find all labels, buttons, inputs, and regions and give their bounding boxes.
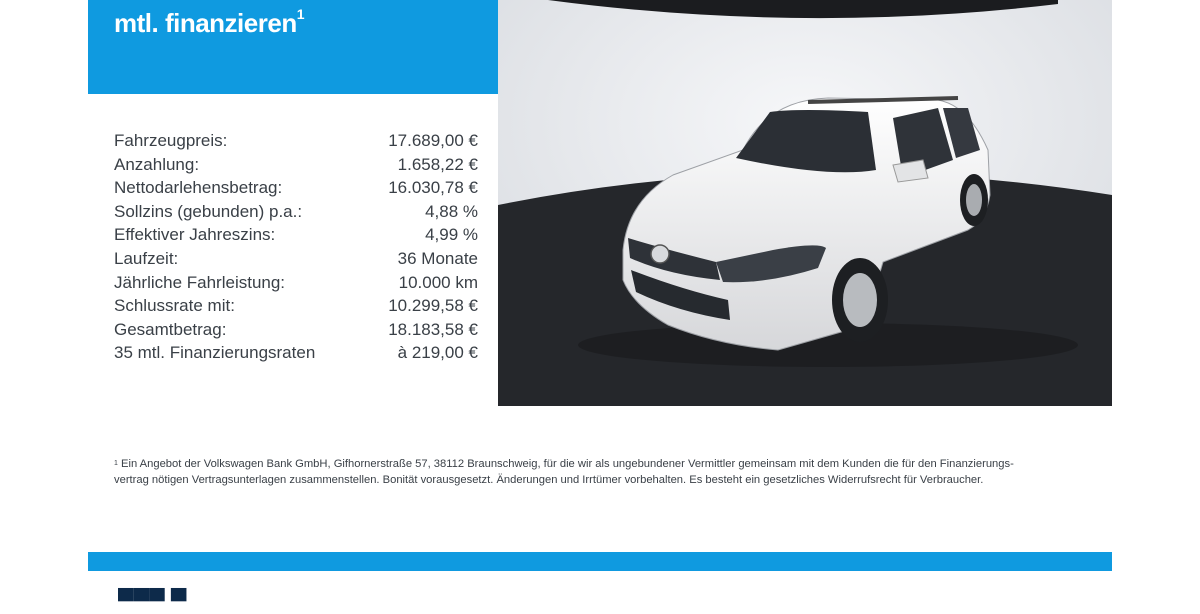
footnote-marker: 1 <box>114 460 118 467</box>
term-row <box>114 129 478 153</box>
headline-footnote-marker: 1 <box>296 6 304 22</box>
term-row <box>114 247 478 271</box>
term-label: Laufzeit: <box>114 248 179 268</box>
term-row <box>114 176 478 200</box>
term-label: 35 mtl. Finanzierungsraten <box>114 343 316 363</box>
finance-terms-list <box>114 129 478 365</box>
term-value: 10.000 km <box>398 272 478 292</box>
bottom-accent-bar <box>88 552 1112 571</box>
headline <box>114 8 304 39</box>
term-label: Sollzins (gebunden) p.a.: <box>114 201 303 221</box>
term-value: 36 Monate <box>397 248 478 268</box>
term-label: Schlussrate mit: <box>114 296 235 316</box>
term-row <box>114 341 478 365</box>
legal-footnote <box>114 456 1044 488</box>
term-row <box>114 271 478 295</box>
term-label: Fahrzeugpreis: <box>114 131 228 150</box>
term-row <box>114 200 478 224</box>
term-label: Nettodarlehensbetrag: <box>114 178 283 198</box>
car-photo <box>498 0 1112 406</box>
term-value: 10.299,58 € <box>388 296 478 316</box>
dealer-logo-fragment: ▀▀▀ ▀ <box>118 588 187 613</box>
term-value: 18.183,58 € <box>388 319 478 339</box>
car-photo-illustration <box>498 0 1112 406</box>
headline-banner <box>88 0 498 94</box>
headline-text: mtl. finanzieren <box>114 8 297 38</box>
term-value: à 219,00 € <box>397 343 478 363</box>
term-label: Jährliche Fahrleistung: <box>114 272 286 292</box>
term-row <box>114 223 478 247</box>
term-label: Effektiver Jahreszins: <box>114 225 276 245</box>
term-value: 4,88 % <box>425 201 478 221</box>
term-row <box>114 153 478 177</box>
footnote-text: Ein Angebot der Volkswagen Bank GmbH, Gifhornerstraße 57, 38112 Braunschweig, für die wir als ungebundener Vermittler gemeinsam mit dem Kunden die für den Finanzierungs-vertrag nötigen Vertragsunterlagen zusammenstellen. Bonität vorausgesetzt. Änderungen und Irrtümer vorbehalten. Es besteht ein gesetzliches Widerrufsrecht für Verbraucher. <box>114 458 1014 486</box>
dealer-logo-cropped <box>118 588 187 613</box>
term-row <box>114 318 478 342</box>
term-label: Gesamtbetrag: <box>114 319 227 339</box>
term-value: 4,99 % <box>425 225 478 245</box>
term-value: 17.689,00 € <box>388 131 478 150</box>
term-row <box>114 294 478 318</box>
term-label: Anzahlung: <box>114 154 200 174</box>
term-value: 1.658,22 € <box>397 154 478 174</box>
term-value: 16.030,78 € <box>388 178 478 198</box>
